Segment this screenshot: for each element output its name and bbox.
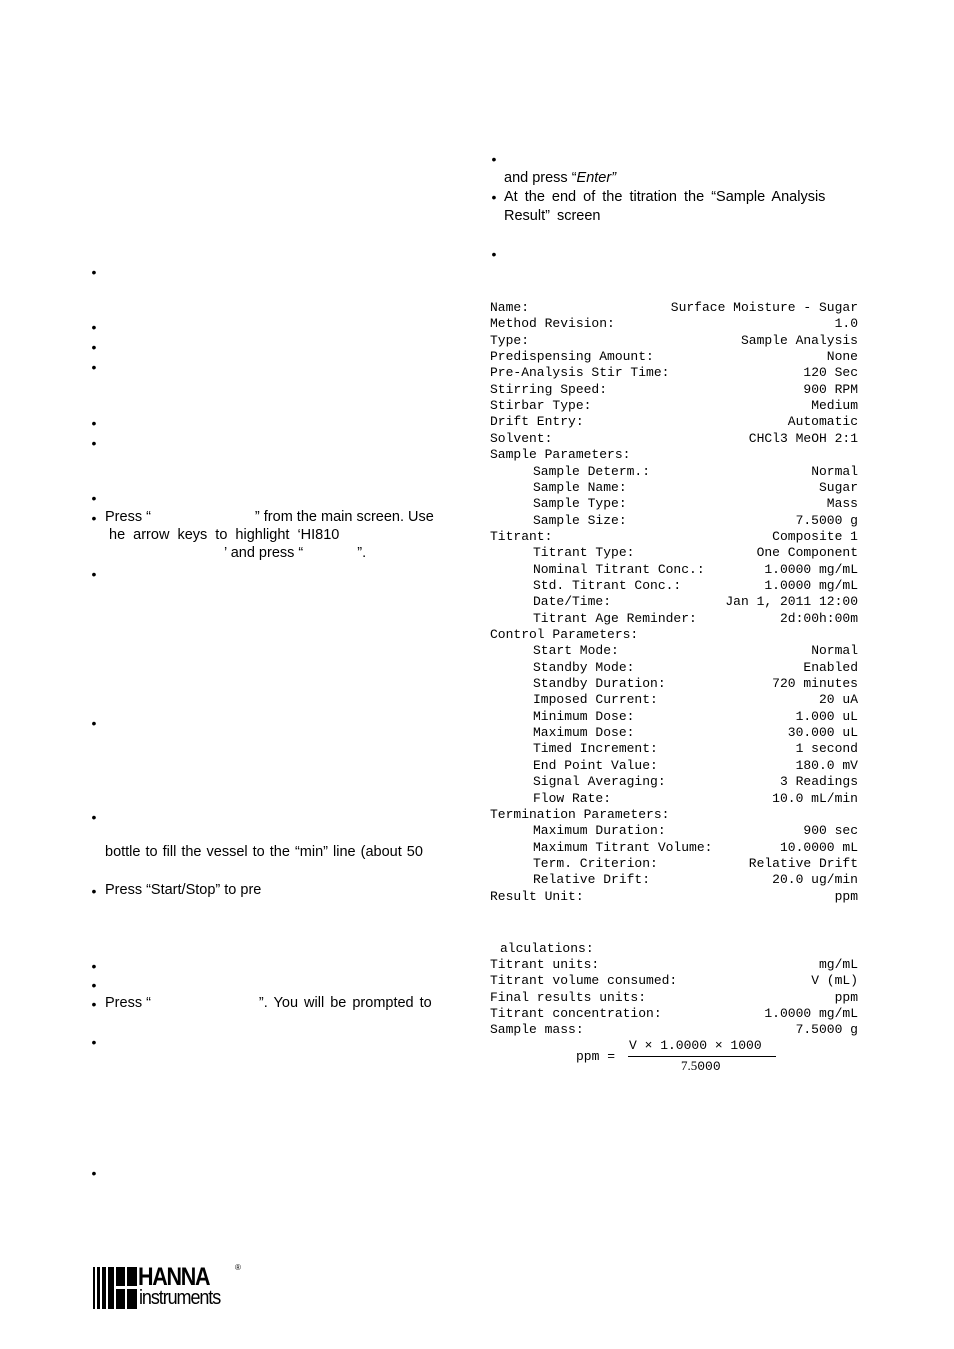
method-value: 120 Sec — [803, 365, 858, 381]
calc-key: Sample mass: — [490, 1022, 584, 1038]
logo-registered: ® — [235, 1263, 241, 1272]
calc-row — [490, 973, 858, 989]
method-key: Maximum Dose: — [533, 725, 635, 741]
method-row — [490, 594, 858, 610]
bullet: • — [91, 996, 97, 1012]
bullet: • — [91, 264, 97, 280]
prompt-line: Press “ ”. You will be prompted to — [105, 995, 432, 1011]
bullet: • — [91, 883, 97, 899]
method-row — [490, 316, 858, 332]
method-value: 20 uA — [818, 692, 858, 708]
method-key: Name: — [490, 300, 530, 315]
calc-value: mg/mL — [818, 957, 858, 972]
method-value: None — [826, 349, 858, 365]
method-row — [490, 447, 858, 463]
calc-key: Titrant units: — [490, 957, 600, 972]
method-row — [490, 398, 858, 414]
method-key: Start Mode: — [533, 643, 619, 659]
bullet: • — [91, 1165, 97, 1181]
method-row — [490, 725, 858, 741]
method-key: Sample Name: — [533, 479, 627, 495]
bullet: • — [91, 415, 97, 431]
method-row — [490, 464, 858, 480]
bullet: • — [91, 1034, 97, 1050]
method-row — [490, 709, 858, 725]
method-row — [490, 774, 858, 790]
step-enter-line: ’ and press “ ”. — [224, 545, 367, 561]
method-value: Surface Moisture - Sugar — [670, 300, 858, 315]
calc-key: Final results units: — [490, 989, 647, 1005]
method-row — [490, 643, 858, 659]
method-key: Stirbar Type: — [490, 398, 592, 414]
method-value: ppm — [834, 888, 858, 904]
method-key: Control Parameters: — [490, 627, 639, 642]
bullet: • — [91, 359, 97, 375]
method-row — [490, 480, 858, 496]
method-key: Sample Parameters: — [490, 447, 631, 463]
calc-row — [490, 1006, 858, 1022]
method-key: Maximum Duration: — [533, 823, 666, 839]
method-row — [490, 529, 858, 545]
method-key: Maximum Titrant Volume: — [533, 839, 713, 855]
method-row — [490, 840, 858, 856]
method-value: CHCl3 MeOH 2:1 — [748, 430, 858, 446]
method-key: Stirring Speed: — [490, 381, 608, 397]
method-row — [490, 382, 858, 398]
calc-key: Titrant concentration: — [490, 1006, 662, 1022]
start-stop-line: Press “Start/Stop” to pre — [105, 882, 262, 898]
end-of-titration-line2: Result” screen — [504, 208, 601, 224]
bullet: • — [91, 435, 97, 451]
method-key: Nominal Titrant Conc.: — [533, 561, 705, 577]
method-key: Flow Rate: — [533, 790, 612, 806]
bullet: • — [491, 246, 497, 262]
method-key: Imposed Current: — [533, 692, 658, 708]
method-value: 20.0 ug/min — [772, 872, 858, 888]
method-key: Termination Parameters: — [490, 806, 670, 822]
method-value: 900 sec — [803, 823, 858, 839]
method-key: Timed Increment: — [533, 741, 658, 757]
method-key: Relative Drift: — [533, 872, 651, 888]
method-row — [490, 300, 858, 316]
end-of-titration-line1: At the end of the titration the “Sample Analysis — [504, 189, 826, 205]
calc-heading: alculations: — [500, 941, 594, 956]
calc-value: 7.5000 g — [795, 1022, 858, 1038]
method-row — [490, 513, 858, 529]
step-press-line — [105, 508, 465, 526]
method-value: 180.0 mV — [795, 757, 858, 773]
bullet: • — [91, 809, 97, 825]
hanna-instruments-logo — [93, 1263, 248, 1312]
method-value: Composite 1 — [772, 528, 858, 544]
method-value: 10.0000 mL — [779, 839, 858, 855]
method-value: Sample Analysis — [740, 332, 858, 348]
calc-row — [490, 990, 858, 1006]
method-value: 10.0 mL/min — [772, 790, 858, 806]
method-row — [490, 758, 858, 774]
method-key: Titrant: — [490, 528, 553, 544]
method-value: 1.0000 mg/mL — [764, 577, 858, 593]
method-value: Automatic — [787, 414, 858, 430]
method-value: 7.5000 g — [795, 512, 858, 528]
method-value: Medium — [811, 398, 858, 414]
method-value: 30.000 uL — [787, 725, 858, 741]
method-value: 1 second — [795, 741, 858, 757]
bullet: • — [91, 977, 97, 993]
bullet: • — [91, 715, 97, 731]
bullet: • — [91, 339, 97, 355]
method-row — [490, 807, 858, 823]
calc-row — [490, 957, 858, 973]
method-key: Signal Averaging: — [533, 774, 666, 790]
method-value: Jan 1, 2011 12:00 — [725, 594, 858, 610]
method-row — [490, 365, 858, 381]
calc-value: V (mL) — [811, 973, 858, 989]
method-key: Sample Type: — [533, 496, 627, 512]
method-row — [490, 611, 858, 627]
method-row — [490, 676, 858, 692]
bullet: • — [91, 566, 97, 582]
logo-brand: HANNA — [138, 1263, 210, 1291]
method-key: Titrant Type: — [533, 545, 635, 561]
method-key: Sample Size: — [533, 512, 627, 528]
method-key: Term. Criterion: — [533, 855, 658, 871]
method-value: 2d:00h:00m — [779, 610, 858, 626]
formula-numerator: V × 1.0000 × 1000 — [629, 1038, 762, 1053]
method-value: 900 RPM — [803, 381, 858, 397]
method-row — [490, 578, 858, 594]
method-key: Minimum Dose: — [533, 708, 635, 724]
calc-value: 1.0000 mg/mL — [764, 1006, 858, 1022]
method-key: Drift Entry: — [490, 414, 584, 430]
press-prefix: Press “ — [105, 509, 151, 525]
calc-value: ppm — [834, 989, 858, 1005]
method-row — [490, 431, 858, 447]
method-row — [490, 349, 858, 365]
method-row — [490, 856, 858, 872]
method-value: 1.000 uL — [795, 708, 858, 724]
method-value: 3 Readings — [779, 774, 858, 790]
method-value: 1.0 — [834, 316, 858, 332]
bullet: • — [491, 189, 497, 205]
method-key: Date/Time: — [533, 594, 612, 610]
method-key: Solvent: — [490, 430, 553, 446]
method-row — [490, 872, 858, 888]
method-row — [490, 627, 858, 643]
method-key: Pre-Analysis Stir Time: — [490, 365, 670, 381]
enter-line: and press “Enter” — [504, 170, 617, 186]
method-row — [490, 741, 858, 757]
bottle-line: bottle to fill the vessel to the “min” line (about 50 — [105, 844, 423, 860]
method-row — [490, 791, 858, 807]
method-row — [490, 823, 858, 839]
bullet: • — [91, 510, 97, 526]
method-row — [490, 889, 858, 905]
method-row — [490, 496, 858, 512]
method-key: Method Revision: — [490, 316, 615, 332]
method-value: 1.0000 mg/mL — [764, 561, 858, 577]
method-row — [490, 692, 858, 708]
method-value: Relative Drift — [748, 855, 858, 871]
method-key: Predispensing Amount: — [490, 349, 654, 365]
step-arrow-line: he arrow keys to highlight ‘HI810 — [109, 527, 340, 543]
method-row — [490, 545, 858, 561]
method-row — [490, 414, 858, 430]
method-row — [490, 333, 858, 349]
bullet: • — [91, 958, 97, 974]
method-value: One Component — [756, 545, 858, 561]
method-key: End Point Value: — [533, 757, 658, 773]
logo-sub: instruments — [139, 1287, 221, 1309]
method-key: Result Unit: — [490, 888, 584, 904]
method-key: Standby Duration: — [533, 676, 666, 692]
calc-key: Titrant volume consumed: — [490, 973, 678, 989]
formula-lhs: ppm = — [576, 1049, 616, 1064]
bullet: • — [491, 151, 497, 167]
bullet: • — [91, 319, 97, 335]
bullet: • — [91, 490, 97, 506]
method-row — [490, 562, 858, 578]
method-key: Std. Titrant Conc.: — [533, 577, 682, 593]
method-value: Mass — [826, 496, 858, 512]
method-key: Titrant Age Reminder: — [533, 610, 697, 626]
method-key: Standby Mode: — [533, 659, 635, 675]
method-value: Normal — [811, 643, 858, 659]
press-suffix: ” from the main screen. Use — [254, 509, 434, 525]
formula-denominator: 7.5000 — [681, 1058, 721, 1074]
method-row — [490, 660, 858, 676]
method-value: Sugar — [818, 479, 858, 495]
calc-row — [490, 1022, 858, 1038]
method-value: Enabled — [803, 659, 858, 675]
method-value: Normal — [811, 463, 858, 479]
method-value: 720 minutes — [772, 676, 858, 692]
method-key: Type: — [490, 332, 530, 348]
method-key: Sample Determ.: — [533, 463, 651, 479]
